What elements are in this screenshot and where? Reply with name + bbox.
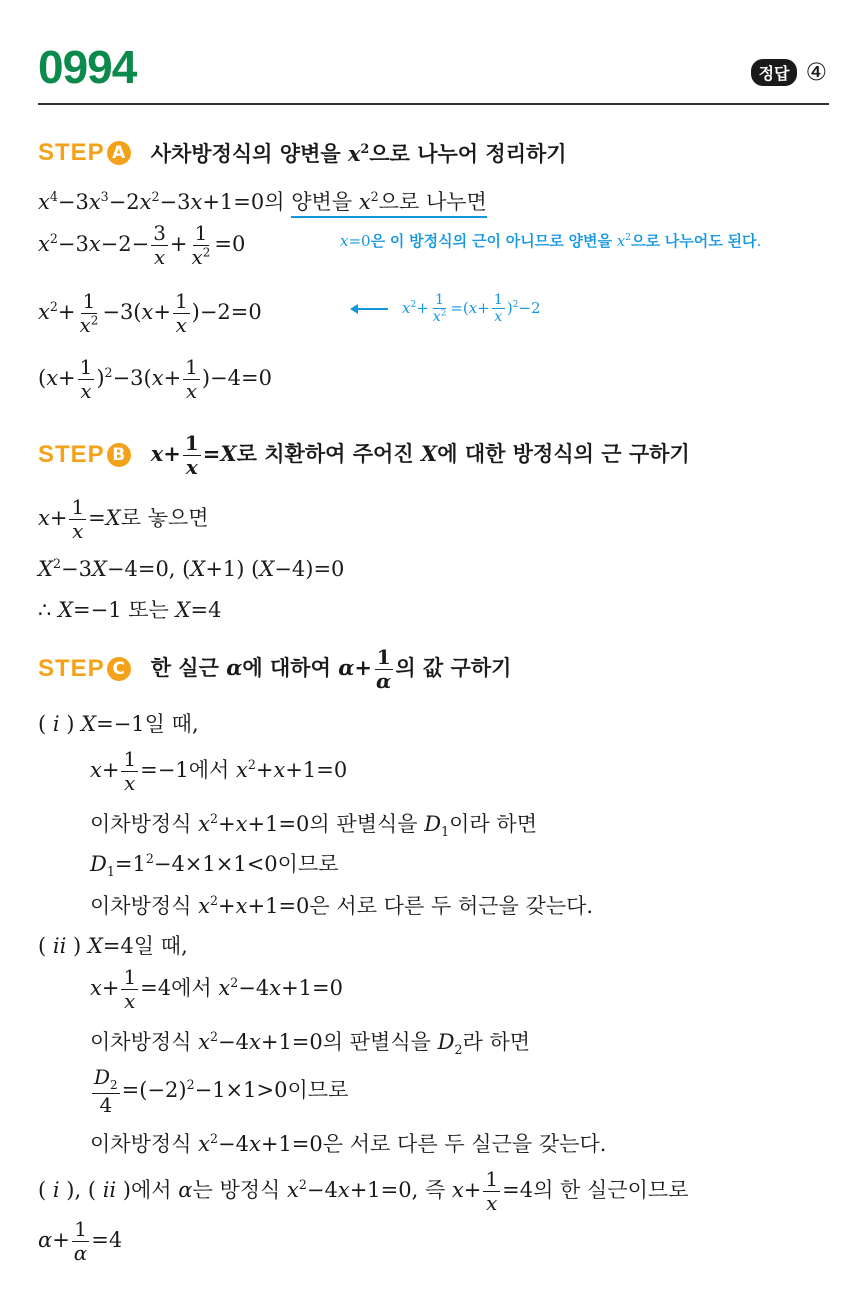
step-letter-icon: C	[107, 657, 131, 681]
math-line: $X^2-3X-4=0$, (X+1) (X−4)=0	[38, 556, 345, 581]
answer-value: ④	[805, 58, 827, 86]
math-line: x+ $\frac{1}{x}$ =X로 놓으면	[38, 495, 209, 543]
math-line: $D_1=1^2-4\times 1\times 1<0$이므로	[90, 851, 339, 880]
side-note: x=0은 이 방정식의 근이 아니므로 양변을 $x^2$으로 나누어도 된다.	[340, 232, 762, 250]
step-title: 한 실근 α에 대하여 α+ $\frac{1}{\alpha}$ 의 값 구하기	[150, 645, 512, 693]
problem-number: 0994	[38, 41, 137, 93]
answer-badge: 정답	[751, 59, 798, 86]
math-line: 이차방정식 $x^2+x+1=0$은 서로 다른 두 허근을 갖는다.	[90, 893, 594, 918]
math-line	[38, 186, 487, 216]
arrow-left-icon	[352, 308, 388, 310]
step-label: STEP	[38, 441, 105, 469]
step-label: STEP	[38, 139, 105, 166]
math-line: x+ $\frac{1}{x}$ =4에서 $x^2-4x+1=0$	[90, 965, 343, 1013]
math-line: α+ $\frac{1}{\alpha}$ =4	[38, 1217, 123, 1265]
step-title: 사차방정식의 양변을 $x^2$으로 나누어 정리하기	[150, 141, 567, 166]
identity-note: $x^2+$ $\frac{1}{x^2}$ =(x+ $\frac{1}{x}$ )$^2$−2	[402, 292, 541, 326]
step-letter-icon: A	[107, 141, 131, 165]
side-note	[352, 292, 541, 326]
step-c-heading	[38, 646, 511, 693]
underlined-text: 양변을 $x^2$으로 나누면	[291, 190, 487, 218]
math-line: ( i ), ( ii )에서 α는 방정식 $x^2-4x+1=0$, 즉 x+ $\frac{1}{x}$ =4의 한 실근이므로	[38, 1167, 689, 1215]
step-label: STEP	[38, 655, 105, 683]
step-a-heading	[38, 138, 567, 168]
step-b-heading	[38, 432, 690, 479]
math-line: $\frac{D_2}{4}$ $=(-2)^2-1\times 1>0$이므로	[94, 1065, 349, 1117]
math-line: 이차방정식 $x^2-4x+1=0$의 판별식을 $D_2$라 하면	[90, 1029, 531, 1058]
math-line: (x+ $\frac{1}{x}$ )$^2$−3(x+ $\frac{1}{x}$ )−4=0	[38, 355, 272, 403]
math-line: $x^2+$ $\frac{1}{x^2}$ −3(x+ $\frac{1}{x}$ )−2=0	[38, 289, 262, 337]
header-divider	[38, 103, 829, 105]
step-title: x+ $\frac{1}{x}$ =X로 치환하여 주어진 X에 대한 방정식의 근 구하기	[150, 431, 690, 479]
case-heading: ( ii ) X=4일 때,	[38, 934, 188, 958]
math-text: $x^4-3x^3-2x^2-3x+1=0$의	[38, 189, 285, 214]
answer	[751, 58, 827, 86]
math-line: 이차방정식 $x^2+x+1=0$의 판별식을 $D_1$이라 하면	[90, 811, 537, 840]
math-line: 이차방정식 $x^2-4x+1=0$은 서로 다른 두 실근을 갖는다.	[90, 1131, 607, 1156]
step-letter-icon: B	[107, 443, 131, 467]
case-heading: ( i ) X=−1일 때,	[38, 712, 199, 736]
math-line: x+ $\frac{1}{x}$ =−1에서 $x^2+x+1=0$	[90, 747, 348, 795]
math-line: ∴ X=−1 또는 X=4	[38, 598, 222, 622]
math-line: $x^2-3x-2-$ $\frac{3}{x}$ + $\frac{1}{x^2}$ =0	[38, 221, 246, 269]
